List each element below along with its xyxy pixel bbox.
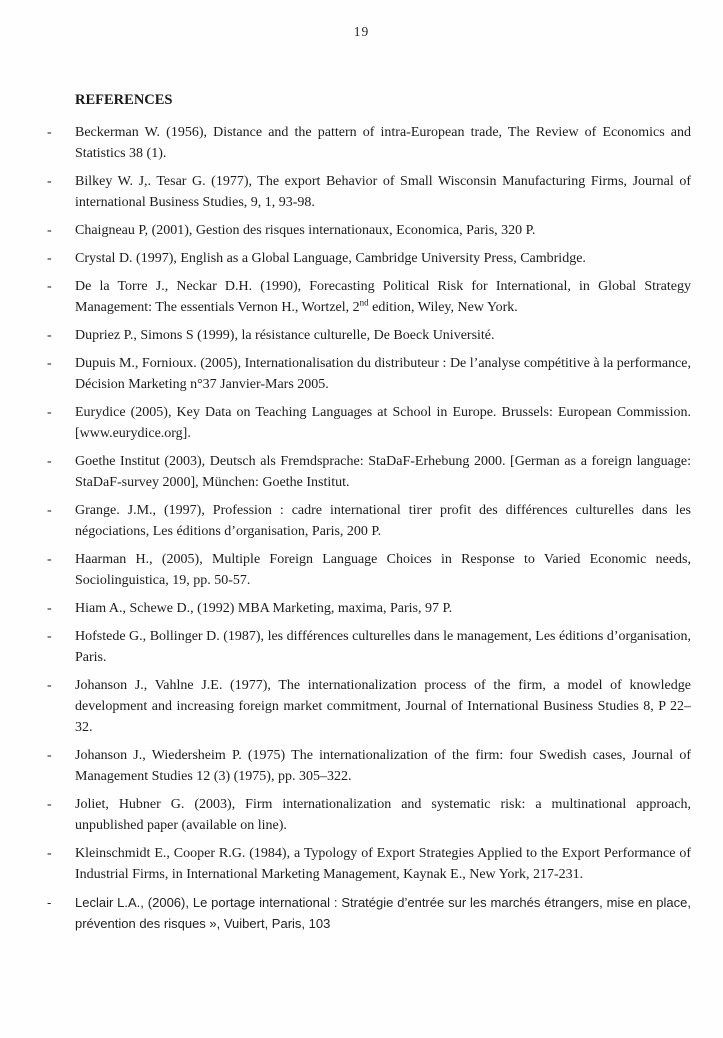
reference-entry: [45, 892, 691, 934]
reference-text: Eurydice (2005), Key Data on Teaching Languages at School in Europe. Brussels: European Commission. [www.eurydice.org].: [75, 405, 691, 441]
entry-marker: -: [47, 174, 52, 189]
reference-entry: [45, 794, 691, 836]
entry-marker: -: [47, 251, 52, 266]
reference-entry: [45, 248, 691, 269]
entry-marker: -: [47, 503, 52, 518]
reference-entry: [45, 843, 691, 885]
reference-entry: [45, 626, 691, 668]
reference-text: Goethe Institut (2003), Deutsch als Fremdsprache: StaDaF-Erhebung 2000. [German as a foreign language: StaDaF-survey 2000], München: Goethe Institut.: [75, 454, 691, 490]
entry-marker: -: [47, 552, 52, 567]
reference-text: Hofstede G., Bollinger D. (1987), les différences culturelles dans le management, Les éditions d’organisation, Paris.: [75, 629, 691, 665]
entry-marker: -: [47, 748, 52, 763]
reference-entry: [45, 325, 691, 346]
entry-marker: -: [47, 279, 52, 294]
reference-text: Haarman H., (2005), Multiple Foreign Language Choices in Response to Varied Economic needs, Sociolinguistica, 19, pp. 50-57.: [75, 552, 691, 588]
entry-marker: -: [47, 405, 52, 420]
references-heading: REFERENCES: [75, 92, 173, 108]
reference-entry: [45, 451, 691, 493]
reference-text: Leclair L.A., (2006), Le portage international : Stratégie d’entrée sur les marchés étrangers, mise en place, prévention des risques », Vuibert, Paris, 103: [75, 895, 691, 931]
reference-entry: [45, 220, 691, 241]
reference-entry: [45, 122, 691, 164]
reference-entry: [45, 276, 691, 318]
reference-text: Beckerman W. (1956), Distance and the pattern of intra-European trade, The Review of Economics and Statistics 38 (1).: [75, 125, 691, 161]
reference-text: Johanson J., Vahlne J.E. (1977), The internationalization process of the firm, a model of knowledge development and increasing foreign market commitment, Journal of International Business Studies 8, P 22–32.: [75, 678, 691, 735]
reference-text: Dupriez P., Simons S (1999), la résistance culturelle, De Boeck Université.: [75, 328, 495, 343]
reference-text: De la Torre J., Neckar D.H. (1990), Forecasting Political Risk for International, in Global Strategy Management: The essentials Vernon H., Wortzel, 2: [75, 279, 691, 315]
references-section: [45, 90, 691, 941]
reference-text: Joliet, Hubner G. (2003), Firm internationalization and systematic risk: a multinational approach, unpublished paper (available on line).: [75, 797, 691, 833]
reference-text: Bilkey W. J,. Tesar G. (1977), The export Behavior of Small Wisconsin Manufacturing Firms, Journal of international Business Studies, 9, 1, 93-98.: [75, 174, 691, 210]
entry-marker: -: [47, 328, 52, 343]
reference-entry: [45, 402, 691, 444]
reference-entry: [45, 675, 691, 738]
entry-marker: -: [47, 678, 52, 693]
entry-marker: -: [47, 454, 52, 469]
entry-marker: -: [47, 601, 52, 616]
reference-text: Chaigneau P, (2001), Gestion des risques internationaux, Economica, Paris, 320 P.: [75, 223, 536, 238]
ordinal-superscript: nd: [359, 297, 369, 308]
reference-entry: [45, 353, 691, 395]
page-number: 19: [353, 24, 370, 39]
reference-text: edition, Wiley, New York.: [368, 300, 518, 315]
reference-text: Grange. J.M., (1997), Profession : cadre international tirer profit des différences culturelles dans les négociations, Les éditions d’organisation, Paris, 200 P.: [75, 503, 691, 539]
entry-marker: -: [47, 629, 52, 644]
reference-text: Hiam A., Schewe D., (1992) MBA Marketing, maxima, Paris, 97 P.: [75, 601, 453, 616]
reference-entry: [45, 745, 691, 787]
entry-marker: -: [47, 223, 52, 238]
entry-marker: -: [47, 846, 52, 861]
entry-marker: -: [47, 797, 52, 812]
reference-entry: [45, 171, 691, 213]
reference-text: Crystal D. (1997), English as a Global Language, Cambridge University Press, Cambridge.: [75, 251, 586, 266]
entry-marker: -: [47, 125, 52, 140]
entry-marker: -: [47, 356, 52, 371]
entry-marker: -: [47, 895, 52, 910]
reference-text: Johanson J., Wiedersheim P. (1975) The internationalization of the firm: four Swedish cases, Journal of Management Studies 12 (3) (1975), pp. 305–322.: [75, 748, 691, 784]
reference-text: Dupuis M., Fornioux. (2005), Internationalisation du distributeur : De l’analyse compétitive à la performance, Décision Marketing n°37 Janvier-Mars 2005.: [75, 356, 691, 392]
reference-text: Kleinschmidt E., Cooper R.G. (1984), a Typology of Export Strategies Applied to the Export Performance of Industrial Firms, in International Marketing Management, Kaynak E., New York, 217-231.: [75, 846, 691, 882]
reference-entry: [45, 598, 691, 619]
reference-entry: [45, 549, 691, 591]
reference-entry: [45, 500, 691, 542]
